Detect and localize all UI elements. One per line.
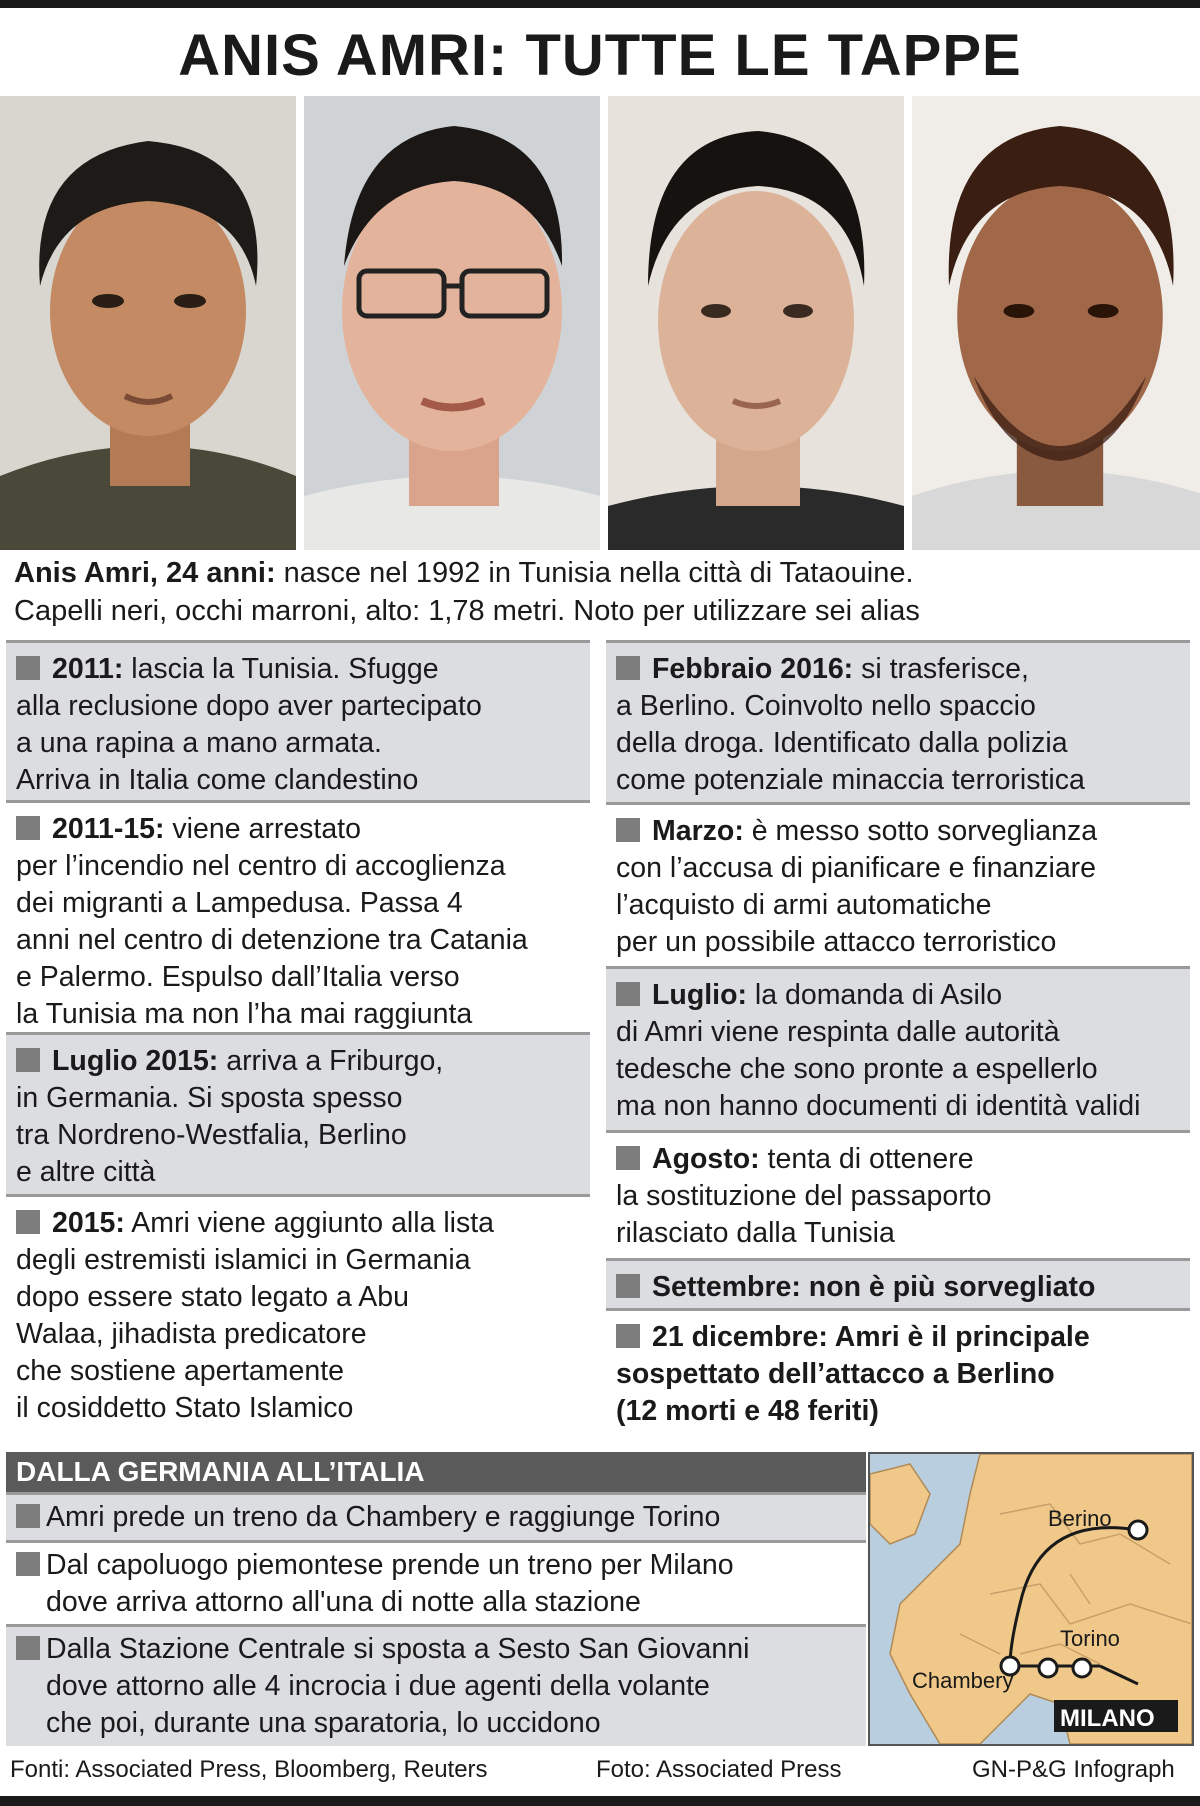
- map-label-torino: Torino: [1060, 1626, 1120, 1651]
- entry-text: arriva a Friburgo,: [218, 1045, 444, 1077]
- entry-text: che sostiene apertamente: [16, 1355, 344, 1387]
- timeline-entry: [6, 1032, 590, 1194]
- route-step-text: dove arriva attorno all'una di notte alla stazione: [46, 1586, 641, 1618]
- bullet-square-icon: [616, 818, 640, 842]
- map-label-berlin: Berino: [1048, 1506, 1112, 1531]
- entry-text: ma non hanno documenti di identità validi: [616, 1090, 1141, 1122]
- entry-text: si trasferisce,: [853, 653, 1029, 685]
- entry-text: anni nel centro di detenzione tra Catania: [16, 924, 528, 956]
- entry-text: è messo sotto sorveglianza: [743, 815, 1098, 847]
- bullet-square-icon: [16, 1504, 40, 1528]
- entry-text: il cosiddetto Stato Islamico: [16, 1392, 354, 1424]
- entry-text: a Berlino. Coinvolto nello spaccio: [616, 690, 1036, 722]
- timeline-entry: [606, 1308, 1190, 1432]
- timeline-entry: [606, 966, 1190, 1130]
- entry-label: Febbraio 2016:: [652, 653, 854, 685]
- timeline-entry: [6, 800, 590, 1032]
- timeline-entry: [606, 1258, 1190, 1308]
- timeline-entry: [6, 640, 590, 800]
- intro-line-2: Capelli neri, occhi marroni, alto: 1,78 metri. Noto per utilizzare sei alias: [14, 595, 920, 627]
- map-label-milano: MILANO: [1060, 1705, 1155, 1732]
- bullet-square-icon: [616, 1274, 640, 1298]
- entry-text: alla reclusione dopo aver partecipato: [16, 690, 482, 722]
- bullet-square-icon: [16, 656, 40, 680]
- entry-label: 2011-15:: [52, 813, 165, 845]
- bullet-square-icon: [16, 1636, 40, 1660]
- entry-text: e Palermo. Espulso dall’Italia verso: [16, 961, 460, 993]
- page-title: ANIS AMRI: TUTTE LE TAPPE: [178, 23, 1022, 88]
- entry-label: Agosto:: [652, 1143, 760, 1175]
- entry-text: di Amri viene respinta dalle autorità: [616, 1016, 1060, 1048]
- entry-text: la domanda di Asilo: [746, 979, 1003, 1011]
- bullet-square-icon: [16, 1210, 40, 1234]
- portrait-photo-2: [304, 96, 600, 550]
- portrait-photo-1: [0, 96, 296, 550]
- entry-label: sospettato dell’attacco a Berlino: [616, 1358, 1055, 1390]
- bullet-square-icon: [616, 1324, 640, 1348]
- entry-text: tenta di ottenere: [759, 1143, 974, 1175]
- entry-label: (12 morti e 48 feriti): [616, 1395, 879, 1427]
- route-step-text: dove attorno alle 4 incrocia i due agenti della volante: [46, 1670, 710, 1702]
- entry-label: Marzo:: [652, 815, 744, 847]
- torino-marker-icon: [1073, 1659, 1091, 1677]
- footer-credit: GN-P&G Infograph: [972, 1756, 1175, 1783]
- entry-text: come potenziale minaccia terroristica: [616, 764, 1085, 796]
- timeline-entry: [606, 802, 1190, 966]
- entry-text: la Tunisia ma non l’ha mai raggiunta: [16, 998, 473, 1030]
- entry-text: rilasciato dalla Tunisia: [616, 1217, 895, 1249]
- route-map: [868, 1452, 1194, 1746]
- entry-label: 2011:: [52, 653, 124, 685]
- route-step-text: Dalla Stazione Centrale si sposta a Sesto San Giovanni: [46, 1633, 750, 1665]
- bullet-square-icon: [616, 982, 640, 1006]
- route-step-text: Amri prede un treno da Chambery e raggiunge Torino: [46, 1501, 721, 1533]
- entry-text: tedesche che sono pronte a espellerlo: [616, 1053, 1098, 1085]
- route-step: [6, 1492, 866, 1540]
- route-step: [6, 1624, 866, 1746]
- entry-text: lascia la Tunisia. Sfugge: [123, 653, 439, 685]
- bullet-square-icon: [16, 1048, 40, 1072]
- bullet-square-icon: [16, 1552, 40, 1576]
- entry-text: e altre città: [16, 1156, 156, 1188]
- portrait-photo-4: [912, 96, 1200, 550]
- entry-text: per un possibile attacco terroristico: [616, 926, 1057, 958]
- bullet-square-icon: [616, 1146, 640, 1170]
- entry-text: Amri viene aggiunto alla lista: [124, 1207, 495, 1239]
- map-label-chambery: Chambery: [912, 1668, 1014, 1693]
- photo-strip: [0, 96, 1200, 550]
- entry-text: viene arrestato: [164, 813, 361, 845]
- route-step-text: che poi, durante una sparatoria, lo uccidono: [46, 1707, 601, 1739]
- intro-text: [14, 554, 1194, 630]
- footer-photo-credit: Foto: Associated Press: [596, 1756, 842, 1783]
- entry-text: con l’accusa di pianificare e finanziare: [616, 852, 1097, 884]
- entry-text: della droga. Identificato dalla polizia: [616, 727, 1068, 759]
- entry-label: Luglio 2015:: [52, 1045, 219, 1077]
- route-step-text: Dal capoluogo piemontese prende un treno per Milano: [46, 1549, 734, 1581]
- entry-text: l’acquisto di armi automatiche: [616, 889, 992, 921]
- route-step: [6, 1540, 866, 1624]
- timeline-entry: [6, 1194, 590, 1432]
- entry-label: Settembre: non è più sorvegliato: [652, 1271, 1096, 1303]
- entry-text: a una rapina a mano armata.: [16, 727, 382, 759]
- stop-marker-icon: [1039, 1659, 1057, 1677]
- entry-text: degli estremisti islamici in Germania: [16, 1244, 471, 1276]
- entry-text: la sostituzione del passaporto: [616, 1180, 992, 1212]
- entry-text: Arriva in Italia come clandestino: [16, 764, 419, 796]
- entry-text: tra Nordreno-Westfalia, Berlino: [16, 1119, 407, 1151]
- timeline-entry: [606, 640, 1190, 802]
- entry-label: 2015:: [52, 1207, 125, 1239]
- entry-text: dei migranti a Lampedusa. Passa 4: [16, 887, 463, 919]
- entry-label: Luglio:: [652, 979, 747, 1011]
- footer-sources: Fonti: Associated Press, Bloomberg, Reuters: [10, 1756, 488, 1783]
- bullet-square-icon: [616, 656, 640, 680]
- top-rule: [0, 0, 1200, 8]
- entry-label: 21 dicembre: Amri è il principale: [652, 1321, 1090, 1353]
- berlin-marker-icon: [1129, 1521, 1147, 1539]
- portrait-photo-3: [608, 96, 904, 550]
- entry-text: dopo essere stato legato a Abu: [16, 1281, 409, 1313]
- bottom-rule: [0, 1796, 1200, 1806]
- entry-text: in Germania. Si sposta spesso: [16, 1082, 403, 1114]
- intro-lead: Anis Amri, 24 anni:: [14, 557, 276, 589]
- section-heading: DALLA GERMANIA ALL’ITALIA: [6, 1452, 866, 1492]
- bullet-square-icon: [16, 816, 40, 840]
- entry-text: per l’incendio nel centro di accoglienza: [16, 850, 506, 882]
- intro-line-1: nasce nel 1992 in Tunisia nella città di Tataouine.: [275, 557, 914, 589]
- entry-text: Walaa, jihadista predicatore: [16, 1318, 367, 1350]
- timeline-entry: [606, 1130, 1190, 1258]
